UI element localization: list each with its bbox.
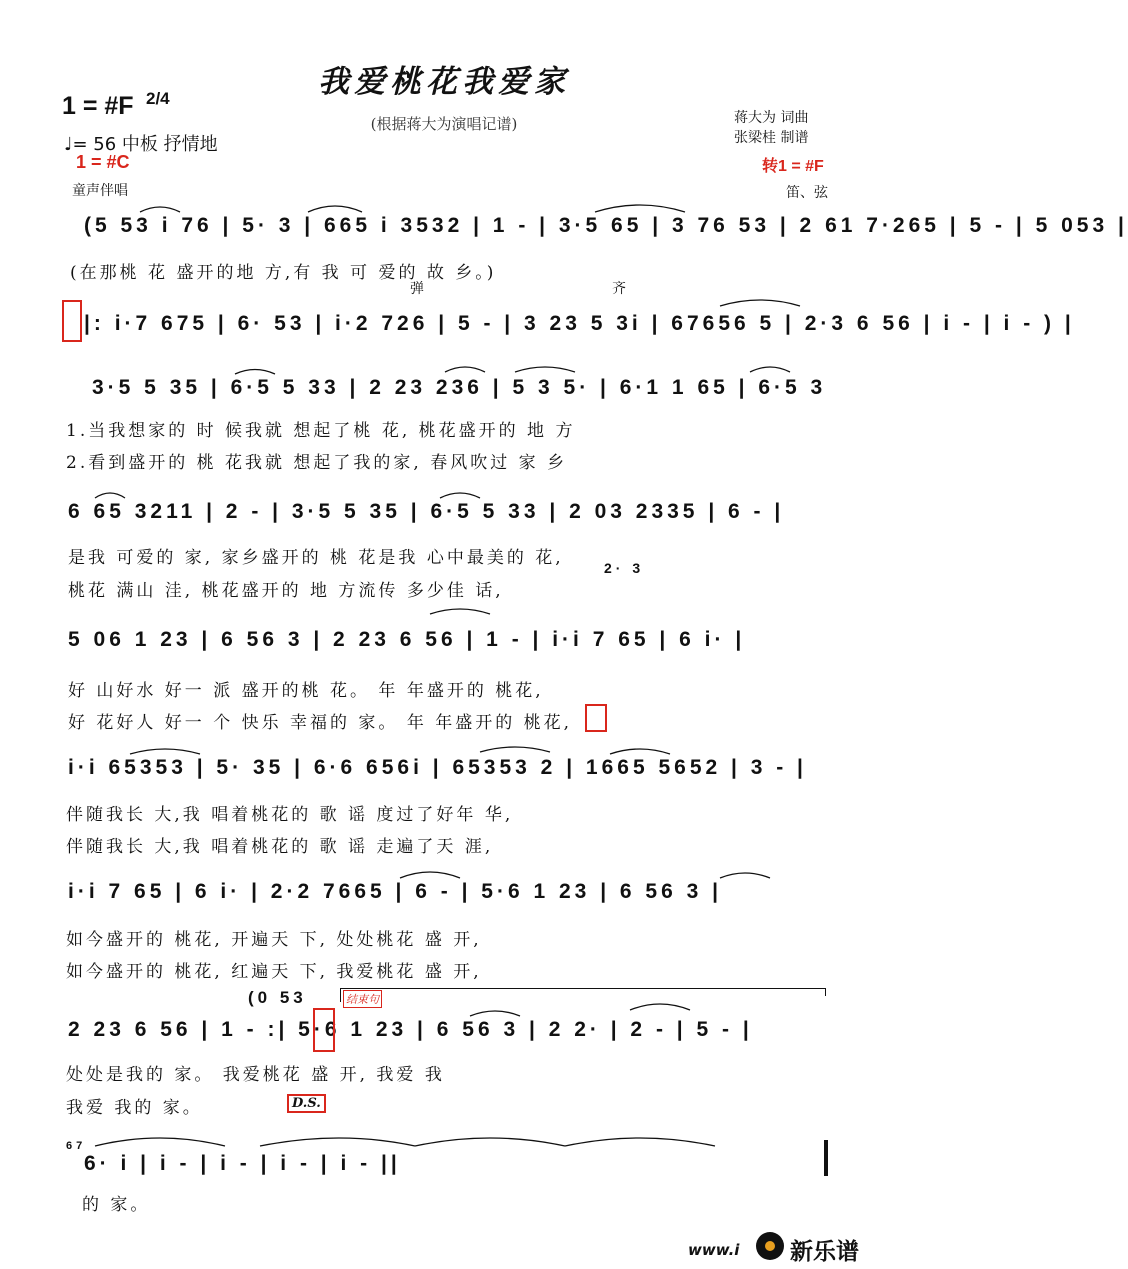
key-signature: 1 = #F [62,92,134,120]
score-system-6 [0,748,888,804]
segno-highlight [585,704,607,732]
ending-bracket [340,988,826,989]
score-system-2 [0,300,1075,356]
notation-line: (5 53 i 76 | 5· 3 | 665 i 3532 | 1 - | 3·5 65 | 3 76 53 | 2 61 7·265 | 5 - | 5 053 | [84,214,1128,237]
lyricist-credit: 蒋大为 词曲 [734,110,809,126]
notation-line: 6· i | i - | i - | i - | i - || [84,1152,401,1175]
repeat-start-highlight [62,300,82,342]
lyric-line: 桃花 满山 洼, 桃花盛开的 地 方流传 多少佳 话, [68,581,504,601]
ending-bracket-start [340,988,341,1002]
lyric-line: 我爱 我的 家。 [66,1098,203,1118]
lyric-line: 的 家。 [82,1195,151,1215]
lyric-line: 是我 可爱的 家, 家乡盛开的 桃 花是我 心中最美的 花, [68,548,564,568]
tempo-mark: ♩= 56 中板 抒情地 [64,134,218,155]
ds-mark: D.S. [287,1094,326,1113]
lyric-line: 好 山好水 好一 派 盛开的桃 花。 年 年盛开的 桃花, [68,681,544,701]
score-system-9 [0,1140,888,1196]
vinyl-logo-icon [756,1232,784,1260]
repeat-end-highlight [313,1008,335,1052]
score-system-1 [0,206,1128,262]
score-system-8 [0,1010,888,1066]
intro-label: 童声伴唱 [72,183,128,199]
score-system-5 [0,620,888,676]
time-signature [146,90,170,107]
notation-line: 5 06 1 23 | 6 56 3 | 2 23 6 56 | 1 - | i·i 7 65 | 6 i· | [68,628,746,651]
notation-line: i·i 7 65 | 6 i· | 2·2 7665 | 6 - | 5·6 1 23 | 6 56 3 | [68,880,722,903]
ending-bracket-end [825,988,826,996]
page-subtitle: (根据蒋大为演唱记谱) [370,115,518,133]
time-signature-text: 2/4 [146,89,170,108]
lyric-line: 如今盛开的 桃花, 开遍天 下, 处处桃花 盛 开, [66,930,482,950]
pickup-notes: (0 53 [248,988,307,1007]
score-system-4 [0,492,888,548]
lyric-line: 伴随我长 大,我 唱着桃花的 歌 谣 度过了好年 华, [66,805,514,825]
notation-line: 3·5 5 35 | 6·5 5 33 | 2 23 236 | 5 3 5· | 6·1 1 65 | 6·5 3 [92,376,827,399]
watermark-brand: 新乐谱 [790,1239,859,1265]
key-secondary: 1 = #C [76,152,130,172]
lyric-line: 1.当我想家的 时 候我就 想起了桃 花, 桃花盛开的 地 方 [66,421,576,441]
marker-qi: 齐 [612,281,626,297]
page-title: 我爱桃花我爱家 [318,64,570,100]
lyric-line: 好 花好人 好一 个 快乐 幸福的 家。 年 年盛开的 桃花, [68,713,573,733]
modulation-mark: 转1 = #F [762,158,824,175]
arranger-credit: 张梁桂 制谱 [734,130,809,146]
instrument-label: 笛、弦 [786,185,828,201]
watermark-url: www.i [688,1241,740,1259]
final-barline [824,1140,828,1176]
lyric-line: (在那桃 花 盛开的地 方,有 我 可 爱的 故 乡。) [70,263,497,283]
notation-line: |: i·7 675 | 6· 53 | i·2 726 | 5 - | 3 23 5 3i | 67656 5 | 2·3 6 56 | i - | i - ) | [84,312,1075,335]
alt-note: 2· 3 [604,560,645,576]
lyric-line: 处处是我的 家。 我爱桃花 盛 开, 我爱 我 [66,1065,445,1085]
ending-tag: 结束句 [343,990,382,1008]
score-system-7 [0,872,888,928]
notation-line: i·i 65353 | 5· 35 | 6·6 656i | 65353 2 | 1665 5652 | 3 - | [68,756,807,779]
notation-line: 2 23 6 56 | 1 - :| 5·6 1 23 | 6 56 3 | 2 2· | 2 - | 5 - | [68,1018,753,1041]
grace-notes: 67 [66,1140,87,1152]
lyric-line: 伴随我长 大,我 唱着桃花的 歌 谣 走遍了天 涯, [66,837,494,857]
lyric-line: 2.看到盛开的 桃 花我就 想起了我的家, 春风吹过 家 乡 [66,453,568,473]
marker-tan: 弹 [410,281,424,297]
notation-line: 6 65 3211 | 2 - | 3·5 5 35 | 6·5 5 33 | 2 03 2335 | 6 - | [68,500,785,523]
lyric-line: 如今盛开的 桃花, 红遍天 下, 我爱桃花 盛 开, [66,962,482,982]
